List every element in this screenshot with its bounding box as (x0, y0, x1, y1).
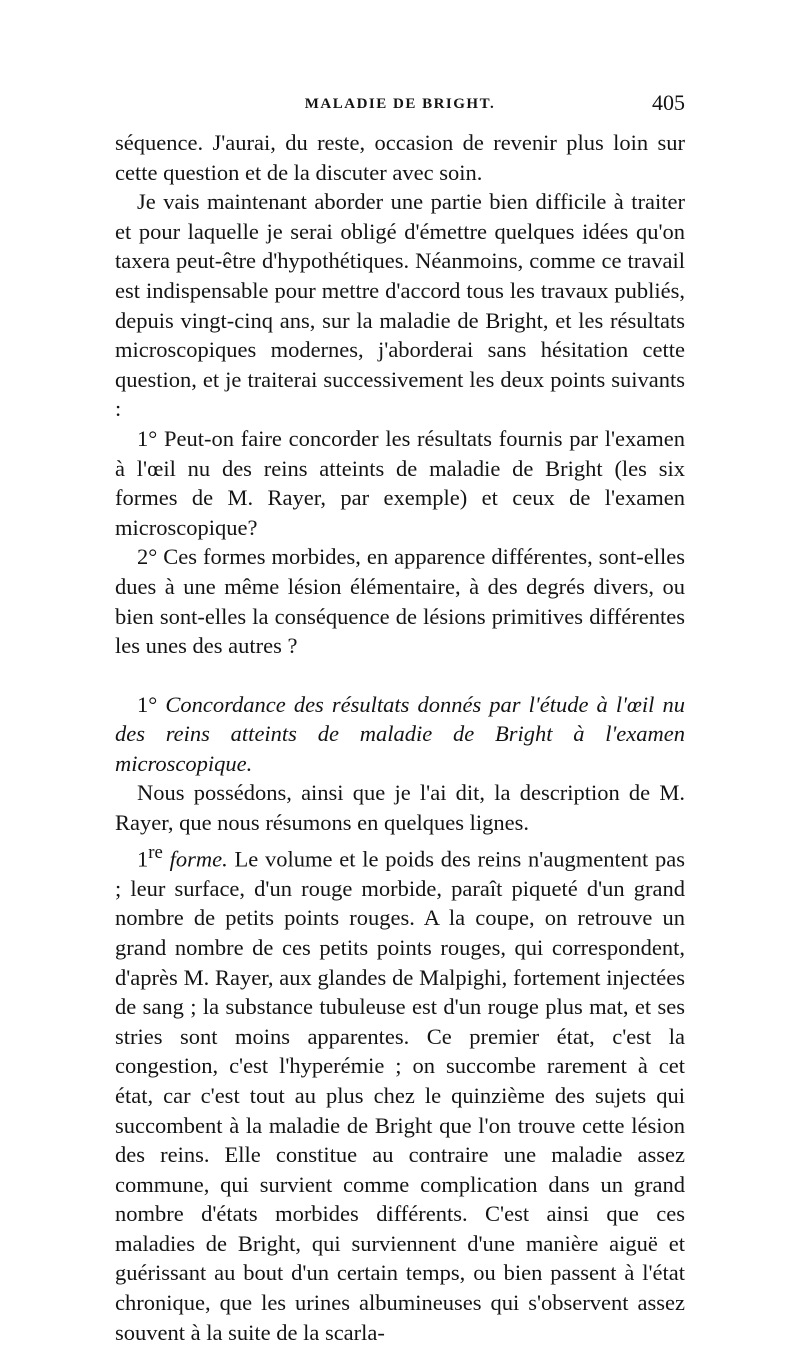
forme-ordinal-suffix: re (148, 841, 163, 863)
running-title: MALADIE DE BRIGHT. (304, 96, 496, 112)
paragraph-description-intro: Nous possédons, ainsi que je l'ai dit, la description de M. Rayer, que nous résumons en quelques lignes. (115, 780, 685, 836)
paragraph-continuation: séquence. J'aurai, du reste, occasion de revenir plus loin sur cette question et de la discuter avec soin. (115, 130, 685, 185)
paragraph-question-2: 2° Ces formes morbides, en apparence différentes, sont-elles dues à une même lésion élémentaire, à des degrés divers, ou bien sont-elles la conséquence de lésions primitives différentes les unes des autres ? (115, 544, 685, 659)
section-heading (115, 690, 685, 779)
page-header (115, 86, 685, 126)
forme-number: 1 (137, 846, 149, 872)
page-number: 405 (652, 90, 685, 115)
forme-label: forme. (169, 846, 228, 872)
paragraph-question-1: 1° Peut-on faire concorder les résultats fournis par l'examen à l'œil nu des reins atteints de maladie de Bright (les six formes de M. Rayer, par exemple) et ceux de l'examen microscopique? (115, 425, 685, 540)
paragraph-forme-1 (115, 838, 685, 1347)
section-number: 1° (137, 691, 158, 717)
page-body (115, 128, 685, 1347)
paragraph-intro: Je vais maintenant aborder une partie bien difficile à traiter et pour laquelle je serai obligé d'émettre quelques idées qu'on taxera peut-être d'hypothétiques. Néanmoins, comme ce travail est indispensable pour mettre d'accord tous les travaux publiés, depuis vingt-cinq ans, sur la maladie de Bright, et les résultats microscopiques modernes, j'aborderai sans hésitation cette question, et je traiterai successivement les deux points suivants : (115, 189, 685, 422)
section-title: Concordance des résultats donnés par l'étude à l'œil nu des reins atteints de maladie de Bright à l'examen microscopique. (115, 691, 686, 776)
forme-description: Le volume et le poids des reins n'augmentent pas ; leur surface, d'un rouge morbide, paraît piqueté d'un grand nombre de petits points rouges. A la coupe, on retrouve un grand nombre de ces petits points rouges, qui correspondent, d'après M. Rayer, aux glandes de Malpighi, fortement injectées de sang ; la substance tubuleuse est d'un rouge plus mat, et ses stries sont moins apparentes. Ce premier état, c'est la congestion, c'est l'hyperémie ; on succombe rarement à cet état, car c'est tout au plus chez le quinzième des sujets qui succombent à la maladie de Bright que l'on trouve cette lésion des reins. Elle constitue au contraire une maladie assez commune, qui survient comme complication dans un grand nombre d'états morbides différents. C'est ainsi que ces maladies de Bright, qui surviennent d'une manière aiguë et guérissant au bout d'un certain temps, ou bien passent à l'état chronique, que les urines albumineuses qui s'observent assez souvent à la suite de la scarla- (115, 846, 686, 1345)
